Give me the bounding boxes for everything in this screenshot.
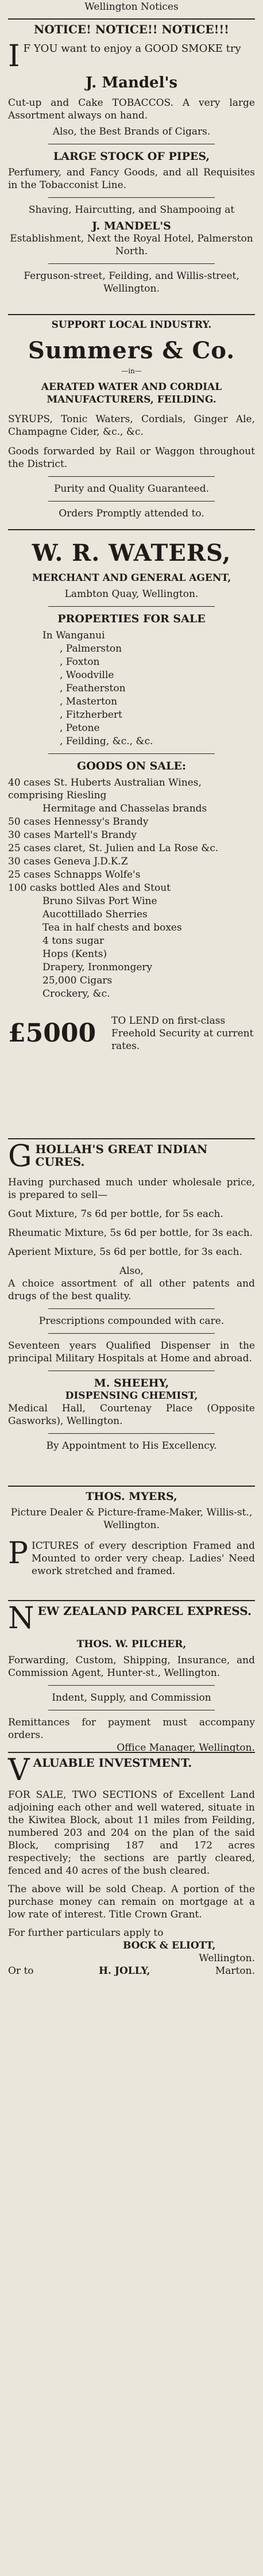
ghollah-p4: Seventeen years Qualified Dispenser in the principal Military Hospitals at Home and abroad. [8,1340,255,1364]
divider [48,1685,215,1686]
divider [8,1486,255,1487]
summers-p3: Goods forwarded by Rail or Waggon throughout the District. [8,446,255,470]
goods-item: 40 cases St. Huberts Australian Wines, comprising Riesling [8,777,202,801]
prop-item: , Masterton [60,696,118,707]
divider [8,1138,255,1139]
summers-small: —in— [121,367,142,375]
ghollah-p2: A choice assortment of all other patents and drugs of the best quality. [8,1278,255,1302]
invest-title [8,1753,255,1787]
summers-advert [8,319,255,526]
ghollah-item: Aperient Mixture, 5s 6d per bottle, for 3s each. [8,1246,242,1258]
agent1: BOCK & ELIOTT, [123,1940,216,1951]
goods-item: 50 cases Hennessy's Brandy [8,816,149,828]
summers-name: Summers & Co. [28,337,235,364]
ghollah-also: Also, [119,1265,144,1277]
mandel-name2: J. MANDEL'S [92,220,171,232]
investment-advert [8,1753,255,2004]
parcel-advert [8,1601,255,1754]
summers-p5: Orders Promptly attended to. [59,508,204,519]
agent1-place: Wellington. [199,1953,255,1964]
goods-item: Tea in half chests and boxes [42,922,182,933]
myers-name: THOS. MYERS, [86,1490,177,1503]
divider [8,529,255,530]
prop-item: , Feilding, &c., &c. [60,736,153,747]
parcel-p3: Remittances for payment must accompany orders. [8,1717,255,1741]
ghollah-item: Rheumatic Mixture, 5s 6d per bottle, for 3s each. [8,1227,253,1239]
mandel-advert [8,23,255,311]
ghollah-items [8,1201,255,1258]
prop-item: , Woodville [60,669,114,681]
prop-item: , Fitzherbert [60,709,122,721]
divider [48,476,215,477]
drop-cap: I [8,39,20,74]
divider [8,314,255,315]
divider [8,1600,255,1601]
divider [48,263,215,264]
waters-name: W. R. WATERS, [32,539,231,567]
goods-item: Hermitage and Chasselas brands [42,803,207,814]
divider [48,1333,215,1334]
goods-item: 30 cases Martell's Brandy [8,829,137,841]
drop-cap: G [8,1139,32,1174]
lend-text: TO LEND on first-class Freehold Security at current rates. [111,1015,254,1052]
ghollah-title [8,1139,255,1174]
mandel-name: J. Mandel's [85,74,178,91]
lend-amount: £5000 [8,1019,96,1048]
goods-item: Bruno Silvas Port Wine [42,895,157,907]
mandel-intro-text: F YOU want to enjoy a GOOD SMOKE try [23,43,241,55]
parcel-title-text: EW ZEALAND PARCEL EXPRESS. [37,1604,252,1618]
sheehy-sub: DISPENSING CHEMIST, [65,1390,198,1402]
agent2-row [8,1965,255,1977]
divider [48,197,215,198]
invest-p1: FOR SALE, TWO SECTIONS of Excellent Land adjoining each other and well watered, situate in the Kiwitea Block, about 11 miles from Feilding, numbered 203 and 204 on the plan of the said Block, comprising 187 and 172 acres respectively; the sections are partly cleared, fenced and 40 acres of the bush cleared. [8,1789,255,1877]
mandel-p2: Also, the Best Brands of Cigars. [52,126,211,137]
myers-p2-wrap [8,1532,255,1578]
agent2-place: Marton. [215,1965,255,1977]
parcel-title [8,1601,255,1636]
ghollah-title-text: HOLLAH'S GREAT INDIAN CURES. [35,1142,208,1169]
goods-head: GOODS ON SALE: [77,760,186,772]
mandel-p3: LARGE STOCK OF PIPES, [53,150,210,163]
summers-p2: SYRUPS, Tonic Waters, Cordials, Ginger Ale, Champagne Cider, &c., &c. [8,414,255,438]
drop-cap: N [8,1601,34,1636]
props-in: In Wanganui [42,630,105,641]
divider [48,1308,215,1309]
summers-p1: AERATED WATER AND CORDIAL MANUFACTURERS, FEILDING. [41,381,222,405]
lend-row [8,1015,255,1052]
waters-advert [8,534,255,1135]
invest-title-text: ALUABLE INVESTMENT. [33,1756,192,1770]
goods-item: Hops (Kents) [42,948,107,960]
goods-item: 100 casks bottled Ales and Stout [8,882,171,894]
props-list [8,625,255,748]
myers-advert [8,1490,255,1597]
mandel-p6: Establishment, Next the Royal Hotel, Palmerston North. [10,233,253,257]
sheehy-name: M. SHEEHY, [94,1377,169,1390]
mandel-intro [8,39,255,74]
goods-list [8,772,255,1000]
drop-cap: V [8,1753,30,1787]
summers-p4: Purity and Quality Guaranteed. [53,483,209,495]
mandel-p1: Cut-up and Cake TOBACCOS. A very large Assortment always on hand. [8,97,255,121]
goods-item: 30 cases Geneva J.D.K.Z [8,856,128,867]
goods-item: 25 cases claret, St. Julien and La Rose &c. [8,843,219,854]
divider [48,501,215,502]
goods-item: 25,000 Cigars [42,975,113,986]
parcel-p1: Forwarding, Custom, Shipping, Insurance, and Commission Agent, Hunter-st., Wellington. [8,1655,255,1679]
ghollah-item: Gout Mixture, 7s 6d per bottle, for 5s each. [8,1208,223,1220]
goods-item: Drapery, Ironmongery [42,962,153,973]
agent2: H. JOLLY, [99,1965,150,1977]
invest-p3: For further particulars apply to [8,1927,164,1939]
waters-sub: MERCHANT AND GENERAL AGENT, [32,572,231,584]
prop-item: , Palmerston [60,643,122,654]
drop-cap: P [8,1536,28,1571]
waters-addr: Lambton Quay, Wellington. [64,588,199,600]
divider [48,606,215,607]
goods-item: 4 tons sugar [42,935,105,947]
divider [48,1433,215,1434]
mandel-p4: Perfumery, and Fancy Goods, and all Requisites in the Tobacconist Line. [8,167,255,191]
notice-banner: NOTICE! NOTICE!! NOTICE!!! [34,22,229,36]
goods-item: 25 cases Schnapps Wolfe's [8,869,141,881]
ghollah-advert [8,1139,255,1482]
props-head: PROPERTIES FOR SALE [57,613,206,625]
prop-item: , Petone [60,722,100,734]
mandel-p7: Ferguson-street, Feilding, and Willis-street, Wellington. [24,270,239,294]
summers-top: SUPPORT LOCAL INDUSTRY. [51,319,212,331]
page-header: Wellington Notices [84,1,179,13]
ghollah-p3: Prescriptions compounded with care. [38,1315,225,1327]
or-to: Or to [8,1965,34,1977]
sheehy-royal: By Appointment to His Excellency. [46,1440,217,1452]
invest-p2: The above will be sold Cheap. A portion of the purchase money can remain on mortgage at a low rate of interest. Title Crown Grant. [8,1884,255,1920]
prop-item: , Featherston [60,683,126,694]
ghollah-p1: Having purchased much under wholesale price, is prepared to sell— [8,1177,255,1201]
sheehy-addr: Medical Hall, Courtenay Place (Opposite Gasworks), Wellington. [8,1403,255,1427]
goods-item: Aucottillado Sherries [42,909,148,920]
myers-p2: ICTURES of every description Framed and Mounted to order very cheap. Ladies' Need ework stretched and framed. [32,1540,255,1577]
goods-item: Crockery, &c. [42,988,110,1000]
parcel-name: THOS. W. PILCHER, [76,1639,187,1650]
myers-p1: Picture Dealer & Picture-frame-Maker, Willis-st., Wellington. [10,1507,253,1531]
prop-item: , Foxton [60,656,100,668]
divider [48,753,215,754]
divider [8,18,255,20]
parcel-sig: Office Manager, Wellington. [117,1742,255,1754]
parcel-p2: Indent, Supply, and Commission [52,1692,211,1704]
mandel-p5: Shaving, Haircutting, and Shampooing at [28,204,235,216]
